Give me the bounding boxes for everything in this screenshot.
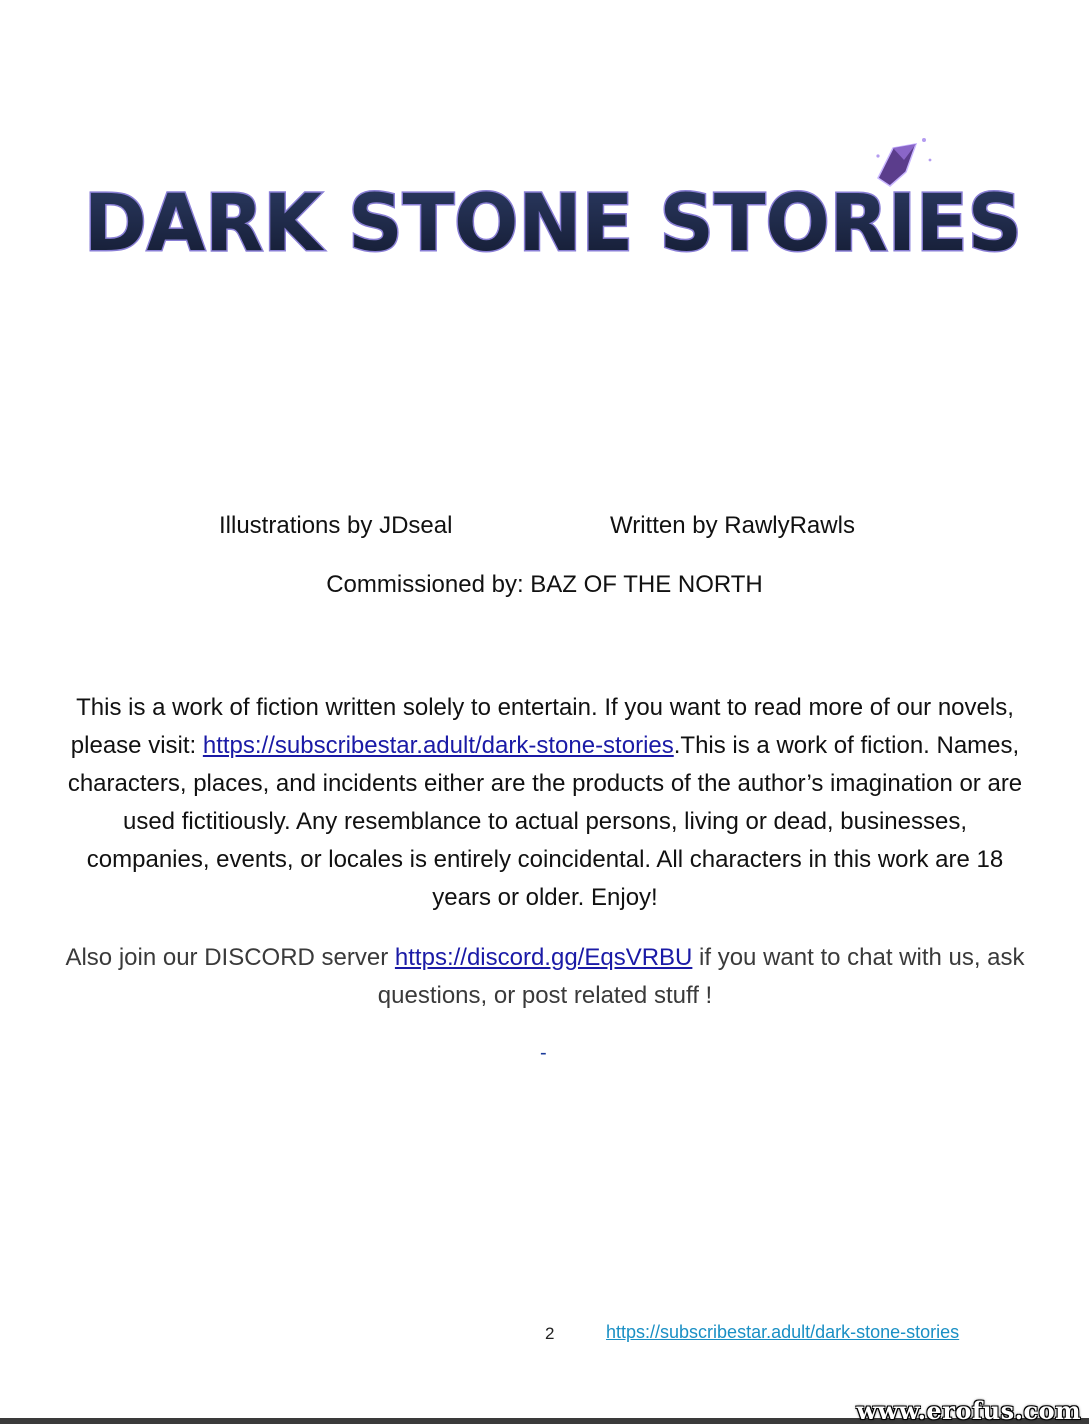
- credits-row: [0, 512, 1089, 548]
- dash-mark: -: [540, 1042, 547, 1064]
- logo: [78, 130, 1028, 270]
- discord-paragraph: [60, 939, 1030, 1015]
- logo-graphic: [78, 130, 1028, 270]
- discord-text-start: Also join our DISCORD server: [65, 944, 395, 971]
- illustrations-credit: Illustrations by JDseal: [219, 512, 453, 539]
- discord-link[interactable]: https://discord.gg/EqsVRBU: [394, 944, 693, 971]
- disclaimer-text-end: .This is a work of fiction. Names, characters, places, and incidents either are the products of the author’s imagination or are used fictitiously. Any resemblance to actual persons, living or dead, businesses, companies, events, or locales is entirely coincidental. All characters in this work are 18 years or older. Enjoy!: [67, 732, 1023, 911]
- disclaimer-text-start: This is a work of fiction written solely to entertain. If you want to read more of our novels, please visit:: [70, 694, 1014, 759]
- disclaimer-paragraph: [60, 689, 1030, 917]
- page-number: 2: [545, 1324, 555, 1343]
- commissioned-credit: Commissioned by: BAZ OF THE NORTH: [326, 571, 763, 598]
- written-credit: Written by RawlyRawls: [610, 512, 855, 539]
- subscribestar-link[interactable]: https://subscribestar.adult/dark-stone-stories: [202, 732, 674, 759]
- footer-link[interactable]: https://subscribestar.adult/dark-stone-stories: [606, 1322, 960, 1342]
- watermark: www.erofus.com: [856, 1396, 1081, 1425]
- discord-text-end: if you want to chat with us, ask questions, or post related stuff !: [377, 944, 1025, 1009]
- logo-text: DARK STONE STORIES: [84, 179, 1022, 269]
